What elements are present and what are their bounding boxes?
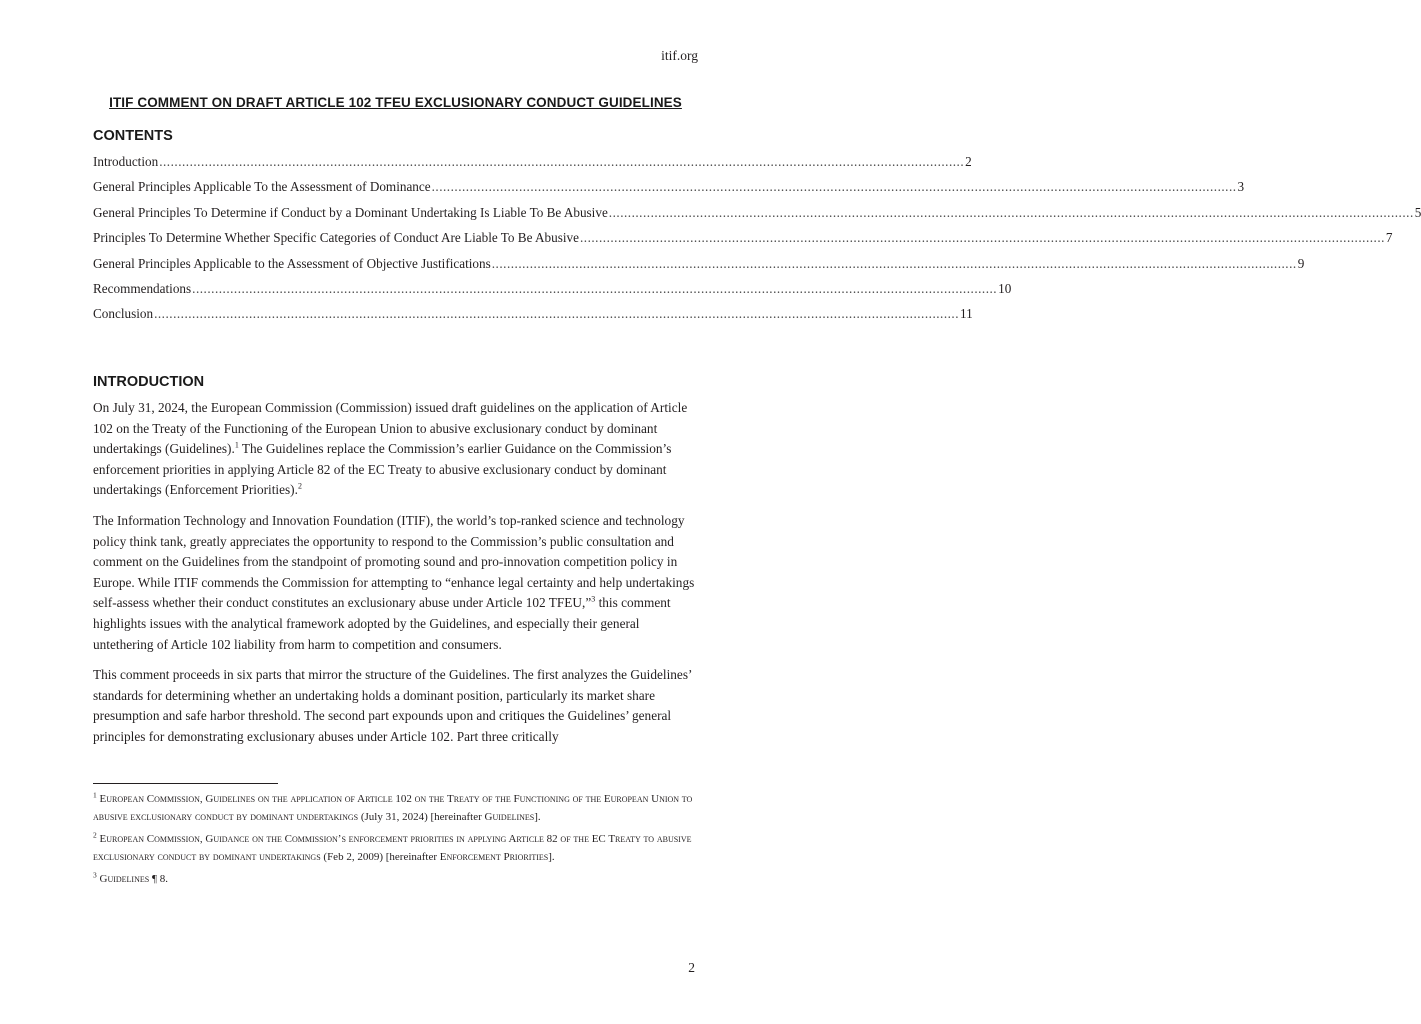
toc-dot-leader: .................................................................................................................................................................................................................... [154, 306, 960, 322]
footnote-number: 2 [93, 830, 97, 840]
footnote-text: ¶ 8. [149, 873, 168, 885]
footnote-text: ]. [548, 850, 555, 863]
toc-entry-recommendations[interactable] [93, 280, 1012, 306]
toc-entry-abusive-conduct[interactable] [93, 204, 1421, 230]
footnote-item [93, 871, 697, 889]
toc-entry-title: General Principles Applicable to the Assessment of Objective Justifications [93, 255, 491, 271]
toc-entry-page: 5 [1414, 204, 1421, 220]
footnote-item [93, 831, 697, 866]
toc-entry-page: 7 [1385, 230, 1393, 246]
footnote-ref[interactable]: 2 [297, 481, 302, 491]
toc-entry-page: 2 [965, 154, 972, 169]
paragraph-text: The Information Technology and Innovation Foundation (ITIF), the world’s top-ranked science and technology policy think tank, greatly appreciates the opportunity to respond to the Commission’s public consultation and comment on the Guidelines from the standpoint of promoting sound and pro-innovation competition policy in Europe. While ITIF commends the Commission for attempting to “enhance legal certainty and help undertakings self-assess whether their conduct constitutes an exclusionary abuse under Article 102 TFEU,” [93, 512, 695, 611]
toc-entry-dominance[interactable] [93, 179, 1245, 204]
footnote-citation: European Commission, Guidance on the Commission’s enforcement priorities in applying Article 82 of the EC Treaty to abusive exclusionary conduct by dominant undertakings [93, 833, 692, 863]
toc-dot-leader: .................................................................................................................................................................................................................... [159, 154, 965, 169]
footnote-citation: Guidelines [484, 810, 535, 823]
footnote-separator [93, 783, 278, 784]
toc-entry-conclusion[interactable] [93, 306, 973, 331]
paragraph-text: The Guidelines replace the Commission’s earlier Guidance on the Commission’s enforcement priorities in applying Article 82 of the EC Treaty to abusive exclusionary conduct by dominant undertakings (Enforcement Priorities). [93, 441, 672, 498]
footnote-text: ]. [534, 810, 541, 823]
toc-dot-leader: .................................................................................................................................................................................................................... [579, 230, 1385, 246]
toc-entry-title: General Principles To Determine if Conduct by a Dominant Undertaking Is Liable To Be Abusive [93, 204, 608, 220]
toc-dot-leader: .................................................................................................................................................................................................................... [192, 280, 998, 296]
footnote-number: 1 [93, 790, 97, 800]
toc-entry-title: General Principles Applicable To the Assessment of Dominance [93, 179, 431, 195]
toc-entry-title: Conclusion [93, 306, 154, 322]
footnote-citation: European Commission, Guidelines on the application of Article 102 on the Treaty of the Functioning of the European Union to abusive exclusionary conduct by dominant undertakings [93, 793, 693, 823]
footnote-ref[interactable]: 1 [234, 440, 239, 450]
toc-dot-leader: .................................................................................................................................................................................................................... [491, 255, 1297, 271]
toc-entry-page: 9 [1297, 255, 1305, 271]
introduction-body [93, 398, 703, 758]
toc-entry-page: 11 [960, 306, 973, 322]
footnote-text: (July 31, 2024) [hereinafter [358, 810, 485, 823]
toc-entry-specific-categories[interactable] [93, 230, 1393, 255]
paragraph: This comment proceeds in six parts that mirror the structure of the Guidelines. The first analyzes the Guidelines’ standards for determining whether an undertaking holds a dominant position, particularly its market share presumption and safe harbor threshold. The second part expounds upon and critiques the Guidelines’ general principles for demonstrating exclusionary abuses under Article 102. Part three critically [93, 667, 692, 744]
toc-dot-leader: .................................................................................................................................................................................................................... [608, 204, 1414, 220]
toc-entry-objective-justifications[interactable] [93, 255, 1305, 281]
toc-entry-page: 10 [998, 280, 1012, 296]
toc-entry-title: Principles To Determine Whether Specific Categories of Conduct Are Liable To Be Abusive [93, 230, 579, 246]
introduction-heading: INTRODUCTION [93, 374, 205, 390]
paragraph [93, 398, 703, 501]
footnote-ref[interactable]: 3 [591, 594, 596, 604]
footnote-item [93, 791, 697, 826]
document-title: ITIF COMMENT ON DRAFT ARTICLE 102 TFEU EXCLUSIONARY CONDUCT GUIDELINES [109, 95, 682, 110]
table-of-contents [93, 154, 1421, 332]
footnote-citation: Guidelines [99, 873, 150, 885]
paragraph-text: On July 31, 2024, the European Commission (Commission) issued draft guidelines on the application of Article 102 on the Treaty of the Functioning of the European Union to abusive exclusionary conduct by dominant undertakings (Guidelines). [93, 400, 688, 457]
paragraph [93, 511, 703, 655]
toc-dot-leader: .................................................................................................................................................................................................................... [431, 179, 1237, 195]
footnote-text: (Feb 2, 2009) [hereinafter [320, 850, 440, 863]
paragraph-text: this comment highlights issues with the analytical framework adopted by the Guidelines, and especially their general untethering of Article 102 liability from harm to competition and consumers. [93, 595, 671, 652]
toc-entry-page: 3 [1237, 179, 1245, 195]
page-number: 2 [688, 960, 695, 975]
toc-entry-title: Recommendations [93, 280, 192, 296]
toc-entry-introduction[interactable] [93, 154, 972, 179]
header-site-url: itif.org [661, 48, 698, 63]
footnote-number: 3 [93, 870, 97, 880]
toc-entry-title: Introduction [93, 154, 159, 169]
footnote-citation: Enforcement Priorities [439, 850, 549, 863]
footnotes [93, 791, 697, 894]
contents-heading: CONTENTS [93, 128, 173, 144]
